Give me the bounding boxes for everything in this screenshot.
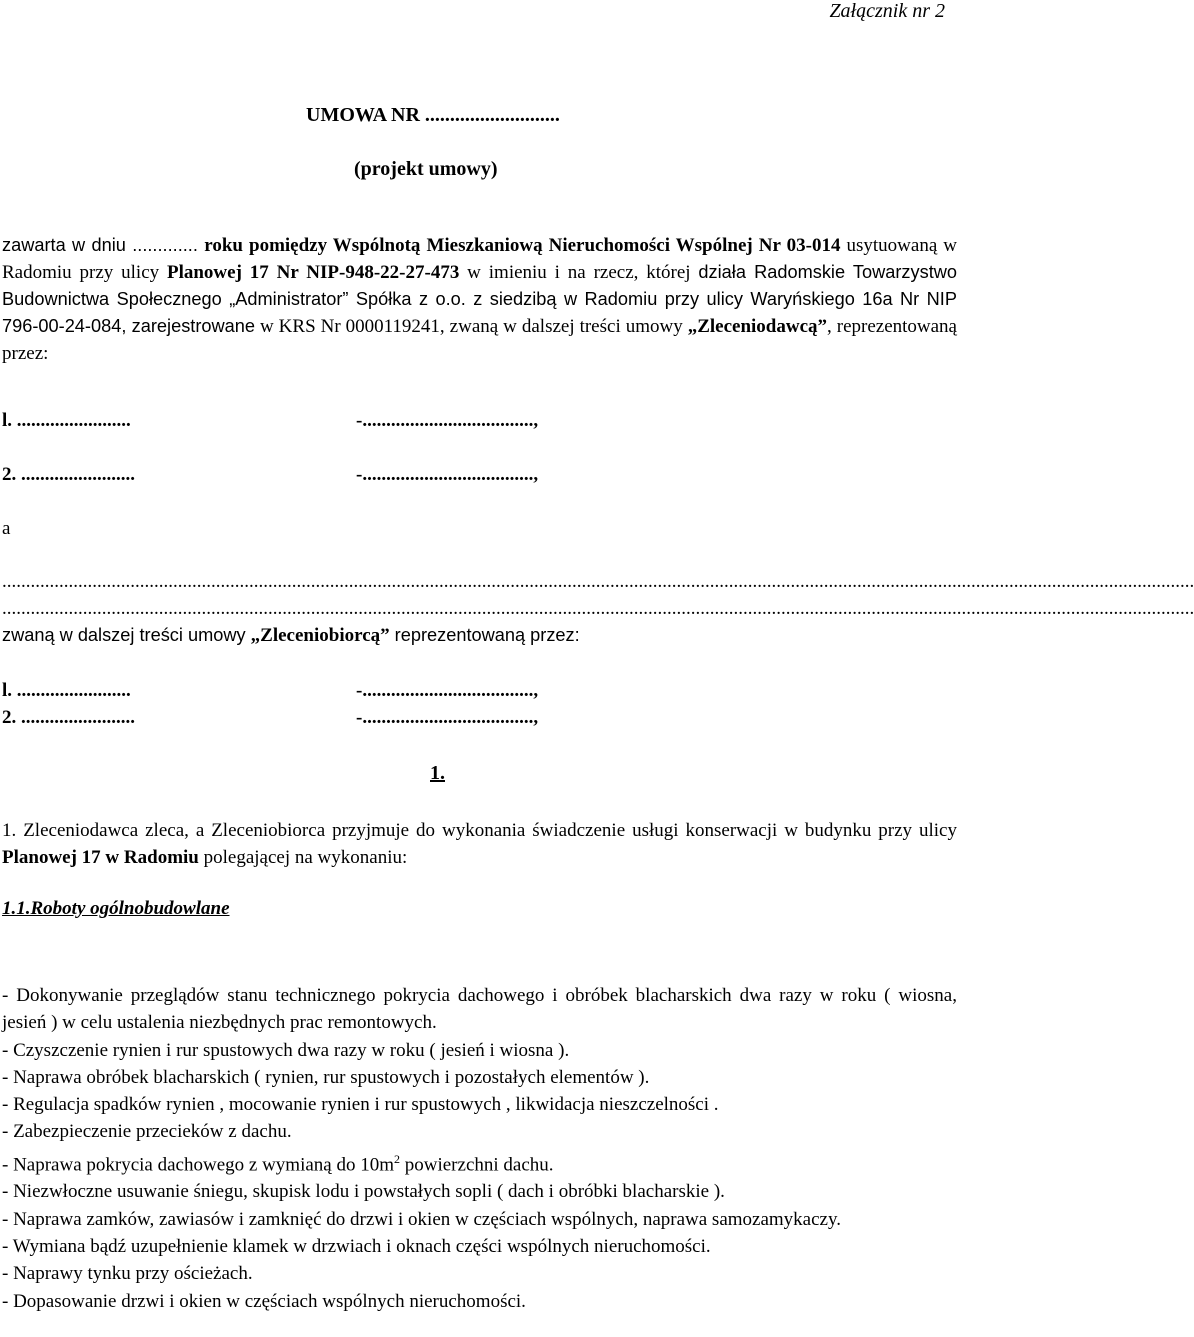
- intro-administrator: działa Radomskie Towarzystwo Budownictwa Społecznego „Administrator” Spółka z o.o. z siedzibą w Radomiu przy ulicy Waryńskiego 16a Nr NIP 796-00-24-084, zarejestrowane: [2, 262, 957, 336]
- client-rep-1-number: l. ........................: [2, 410, 131, 431]
- contract-title: UMOWA NR ...........................: [306, 104, 560, 126]
- section-number: 1.: [430, 762, 445, 784]
- task-item: - Dokonywanie przeglądów stanu technicznego pokrycia dachowego i obróbek blacharskich dwa razy w roku ( wiosna, jesień ) w celu ustalenia niezbędnych prac remontowych.: [2, 985, 957, 1034]
- client-rep-2-number: 2. ........................: [2, 464, 135, 485]
- intro-client-term: „Zleceniodawcą”: [687, 316, 828, 337]
- task-item-superscript: 2: [394, 1151, 400, 1166]
- contractor-rep-2-number: 2. ........................: [2, 707, 135, 728]
- task-item-text: - Naprawa pokrycia dachowego z wymianą do 10m: [2, 1154, 394, 1176]
- client-rep-1-name: -....................................,: [356, 410, 539, 431]
- intro-location: usytuowaną w Radomiu przy ulicy: [2, 235, 958, 283]
- contractor-term: „Zleceniobiorcą”: [250, 625, 390, 646]
- task-item: - Wymiana bądź uzupełnienie klamek w drzwiach i oknach części wspólnych nieruchomości.: [2, 1236, 711, 1257]
- contractor-rep-2-name: -....................................,: [356, 707, 539, 728]
- section-text: 1. Zleceniodawca zleca, a Zleceniobiorca przyjmuje do wykonania świadczenie usługi konserwacji w budynku przy ulicy: [2, 820, 957, 841]
- task-item: - Dopasowanie drzwi i okien w częściach wspólnych nieruchomości.: [2, 1290, 526, 1312]
- client-rep-2-name: -....................................,: [356, 464, 539, 485]
- intro-represented: , reprezentowaną przez:: [2, 316, 957, 364]
- task-item: - Naprawy tynku przy ościeżach.: [2, 1263, 253, 1285]
- intro-krs: w KRS Nr 0000119241, zwaną w dalszej treści umowy: [255, 316, 688, 337]
- contractor-a-label: a: [2, 518, 11, 539]
- task-item: - Naprawa obróbek blacharskich ( rynien, rur spustowych i pozostałych elementów ).: [2, 1066, 650, 1088]
- intro-date: zawarta w dniu .............: [2, 235, 205, 255]
- contractor-text: zwaną w dalszej treści umowy: [2, 625, 251, 645]
- section-tail: polegającej na wykonaniu:: [198, 847, 408, 868]
- task-item: - Niezwłoczne usuwanie śniegu, skupisk lodu i powstałych sopli ( dach i obróbki blacharskie ).: [2, 1181, 725, 1203]
- intro-address-nip: Planowej 17 Nr NIP-948-22-27-473: [166, 262, 460, 283]
- contractor-represented: reprezentowaną przez:: [389, 625, 580, 645]
- contractor-paragraph: [2, 625, 580, 647]
- contract-subtitle: (projekt umowy): [354, 158, 498, 180]
- task-list: [2, 982, 957, 1315]
- task-item: [2, 1146, 957, 1179]
- subsection-heading: 1.1.Roboty ogólnobudowlane: [2, 898, 230, 919]
- intro-community: roku pomiędzy Wspólnotą Mieszkaniową Nieruchomości Wspólnej Nr 03-014: [204, 235, 841, 256]
- task-item: - Naprawa zamków, zawiasów i zamknięć do drzwi i okien w częściach wspólnych, naprawa samozamykaczy.: [2, 1208, 841, 1230]
- intro-behalf: w imieniu i na rzecz, której: [459, 262, 699, 283]
- section-paragraph: [2, 817, 957, 871]
- section-address: Planowej 17 w Radomiu: [2, 847, 199, 868]
- task-item: - Czyszczenie rynien i rur spustowych dwa razy w roku ( jesień i wiosna ).: [2, 1039, 570, 1061]
- task-item: - Regulacja spadków rynien , mocowanie rynien i rur spustowych , likwidacja nieszczelności .: [2, 1094, 719, 1116]
- attachment-label: Załącznik nr 2: [829, 0, 945, 22]
- contractor-dots-2: ...........................................................................................................................................................................................................................................................: [2, 598, 1194, 619]
- task-item: - Zabezpieczenie przecieków z dachu.: [2, 1121, 292, 1143]
- contractor-rep-1-number: l. ........................: [2, 680, 131, 701]
- contractor-dots-1: ...........................................................................................................................................................................................................................................................: [2, 571, 1194, 592]
- task-item-tail: powierzchni dachu.: [400, 1154, 554, 1176]
- intro-paragraph: [2, 232, 957, 367]
- contractor-rep-1-name: -....................................,: [356, 680, 539, 701]
